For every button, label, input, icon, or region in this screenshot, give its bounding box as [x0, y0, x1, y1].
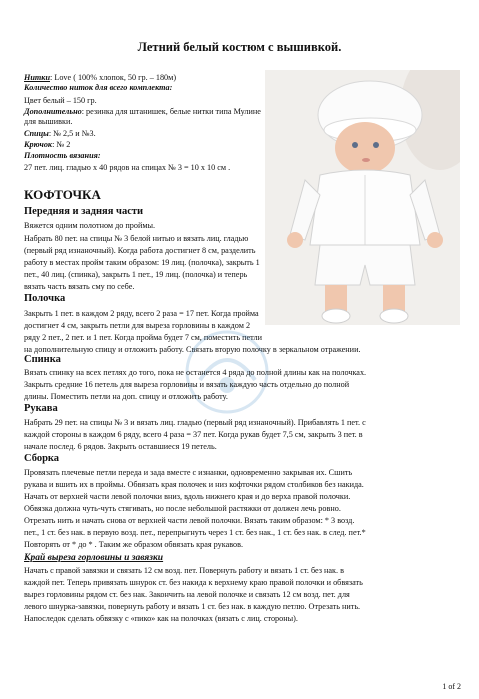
front-back-line-5: пет., 40 лиц. (спинка), закрыть 1 пет., 19 лиц. (полочка) и теперь [24, 270, 248, 279]
needles-line [24, 129, 96, 139]
yarn-label: Нитки [24, 73, 50, 82]
spinka-line-2: Закрыть средние 16 петель для выреза горловины и вязать каждую часть отдельно до полной [24, 380, 350, 389]
front-back-line-6: вязать часть вязать сму по себе. [24, 282, 135, 291]
front-back-line-4: работу в местах пройм таким образом: 19 лиц. (полочка), закрыть 1 [24, 258, 260, 267]
yarn-line [24, 73, 176, 83]
polochka-line-1: Закрыть 1 пет. в каждом 2 ряду, всего 2 раза = 17 пет. Когда пройма [24, 309, 259, 318]
doll-photo [265, 70, 460, 325]
hook-label: Крючок [24, 140, 53, 149]
front-back-line-3: (первый ряд изнаночный). Когда работа достигнет 8 см, разделить [24, 246, 256, 255]
extra-value: : резинка для штанишек, белые нитки типа Мулине [81, 107, 261, 116]
sborka-line-3: Начать от верхней части левой полочки вниз, вдоль нижнего края и до верха правой полочки. [24, 492, 351, 501]
vyrez-heading: Край выреза горловины и завязки [24, 553, 164, 563]
sborka-line-1: Провязать плечевые петли переда и зада вместе с изнанки, одновременно закрывая их. Сшить [24, 468, 353, 477]
page-title: Летний белый костюм с вышивкой. [137, 40, 342, 54]
sborka-line-6: пет., 1 ст. без нак. в первую возд. пет., перепрыгнуть через 1 ст. без нак., 1 ст. без нак. в след. пет.* [24, 528, 366, 537]
page-number: 1 of 2 [442, 682, 461, 691]
polochka-line-3: ряду 2 пет., 2 пет. и 1 пет. Когда пройма будет 7 см, поместить петли [24, 333, 263, 342]
extra-line [24, 107, 261, 117]
polochka-line-2: достигнет 4 см, закрыть петли для выреза горловины в каждом 2 [24, 321, 251, 330]
front-back-line-1: Вяжется одним полотном до проймы. [24, 221, 156, 230]
vyrez-line-3: вырез горловины рядом ст. без нак. Закончить на левой полочке и связать 12 см возд. пет. для [24, 590, 350, 599]
rukava-heading: Рукава [24, 403, 58, 414]
rukava-line-2: каждой стороны в каждом 6 ряду, всего 4 раза = 37 пет. Когда рукав будет 7,5 см, закрыть 3 пет. в [24, 430, 363, 439]
color-line: Цвет белый – 150 гр. [24, 96, 97, 105]
kofta-heading: КОФТОЧКА [24, 187, 101, 202]
vyrez-line-1: Начать с правой завязки и связать 12 см возд. пет. Повернуть работу и вязать 1 ст. без нак. в [24, 566, 344, 575]
front-back-line-2: Набрать 80 пет. на спицы № 3 белой нитью и вязать лиц. гладью [24, 234, 249, 243]
yarn-value: : Love ( 100% хлопок, 50 гр. – 180м) [50, 73, 177, 82]
hook-line [24, 140, 70, 150]
needles-value: : № 2,5 и №3. [48, 129, 96, 138]
qty-label: Количество ниток для всего комплекта: [24, 83, 173, 92]
sborka-line-7: Повторять от * до * . Таким же образом обвязать края рукавов. [24, 540, 244, 549]
front-back-heading: Передняя и задняя части [24, 206, 144, 217]
extra-label: Дополнительно [24, 107, 82, 116]
rukava-line-1: Набрать 29 пет. на спицы № 3 и вязать лиц. гладью (первый ряд изнаночный). Прибавлять 1 пет. с [24, 418, 366, 427]
vyrez-line-2: каждой пет. Теперь привязать шнурок ст. без накида к верхнему краю правой полочки и обвязать [24, 578, 363, 587]
gauge-label: Плотность вязания: [24, 151, 101, 160]
spinka-heading: Спинка [24, 354, 61, 365]
gauge-value: 27 пет. лиц. гладью х 40 рядов на спицах № 3 = 10 х 10 см . [24, 163, 231, 172]
polochka-heading: Полочка [24, 293, 66, 304]
rukava-line-3: начале послед. 6 рядов. Закрыть оставшиеся 19 петель. [24, 442, 217, 451]
hook-value: : № 2 [52, 140, 71, 149]
vyrez-line-4: левого шнурка-завязки, повернуть работу и вязать 1 ст. без нак. в каждую петлю. Отрезать нить. [24, 602, 361, 611]
doll-illustration [265, 70, 460, 325]
needles-label: Спицы [24, 129, 49, 138]
extra-line-2: для вышивки. [24, 117, 73, 126]
sborka-line-2: рукава и вшить их в проймы. Обвязать края полочек и низ кофточки рядом столбиков без накида. [24, 480, 364, 489]
spinka-line-1: Вязать спинку на всех петлях до того, пока не останется 4 ряда до полной длины как на полочках. [24, 368, 367, 377]
sborka-line-4: Обвязка должна чуть-чуть стягивать, но после небольшой растяжки от должен лечь ровно. [24, 504, 341, 513]
polochka-line-4: на дополнительную спицу и отложить работу. Связать вторую полочку в зеркальном отражении. [24, 345, 361, 354]
sborka-heading: Сборка [24, 453, 60, 464]
vyrez-line-5: Напоследок сделать обвязку с «пико» как на полочках (вязать с лиц. стороны). [24, 614, 298, 623]
spinka-line-3: длины. Поместить петли на доп. спицу и отложить работу. [24, 392, 228, 401]
sborka-line-5: Отрезать нить и начать снова от верхней части левой полочки. Вязать таким образом: * 3 возд. [24, 516, 355, 525]
